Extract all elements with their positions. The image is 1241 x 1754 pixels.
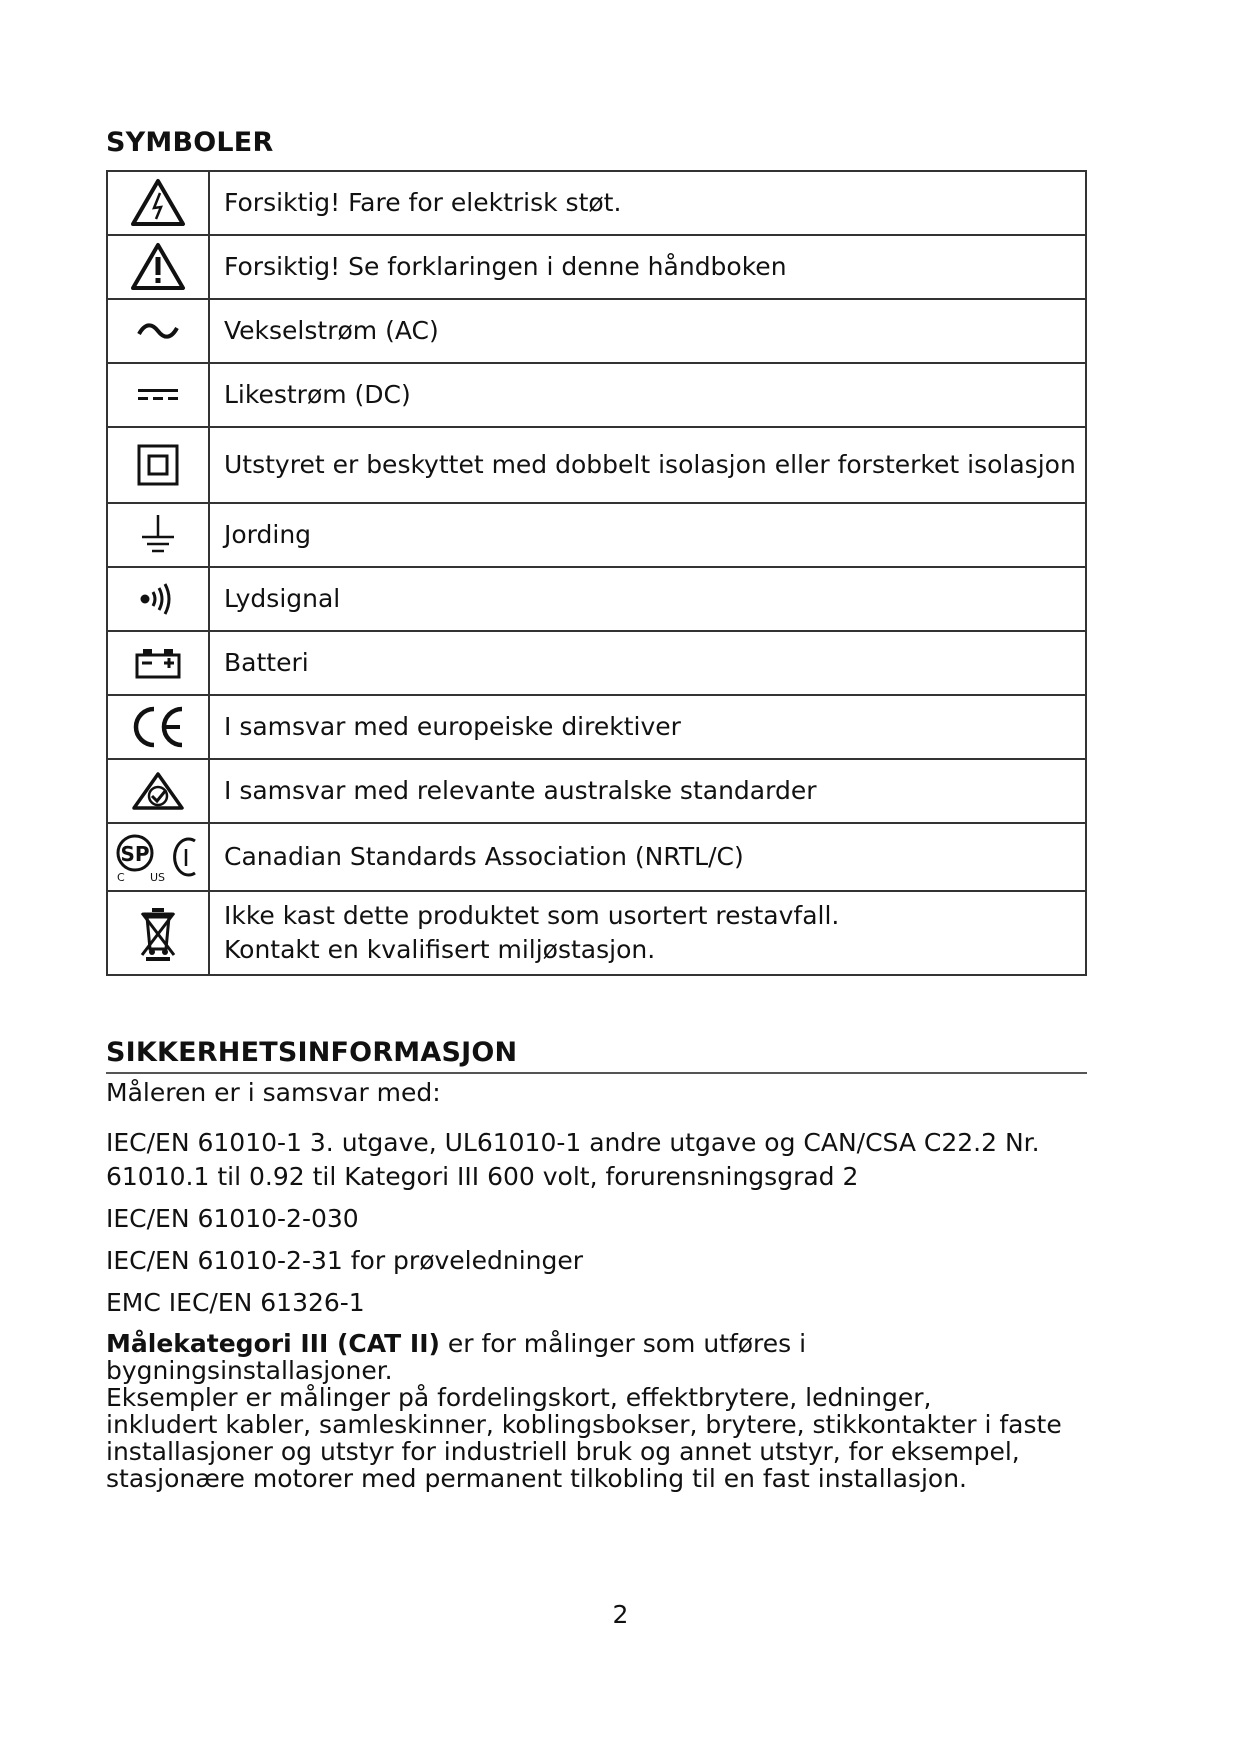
category-line: inkludert kabler, samleskinner, koblingsbokser, brytere, stikkontakter i faste bbox=[106, 1410, 1062, 1439]
weee-text-line-1: Ikke kast dette produktet som usortert restavfall. bbox=[224, 901, 840, 930]
symbol-description: Vekselstrøm (AC) bbox=[209, 299, 1086, 363]
double-insulation-icon bbox=[107, 427, 209, 503]
category-line: Eksempler er målinger på fordelingskort, effektbrytere, ledninger, bbox=[106, 1383, 932, 1412]
category-line-rest: er for målinger som utføres i bygningsinstallasjoner. bbox=[106, 1329, 807, 1385]
symbol-description: Forsiktig! Se forklaringen i denne håndboken bbox=[209, 235, 1086, 299]
caution-warning-icon bbox=[107, 235, 209, 299]
table-row bbox=[107, 567, 1086, 631]
table-row bbox=[107, 891, 1086, 975]
symbol-description: Lydsignal bbox=[209, 567, 1086, 631]
category-line: stasjonære motorer med permanent tilkobling til en fast installasjon. bbox=[106, 1464, 967, 1493]
category-bold-term: Målekategori III (CAT II) bbox=[106, 1329, 440, 1358]
table-row bbox=[107, 759, 1086, 823]
category-line bbox=[106, 1330, 1087, 1384]
table-row bbox=[107, 631, 1086, 695]
symbol-description: Forsiktig! Fare for elektrisk støt. bbox=[209, 171, 1086, 235]
standard-line: 61010.1 til 0.92 til Kategori III 600 volt, forurensningsgrad 2 bbox=[106, 1162, 859, 1191]
csa-c-label: C bbox=[117, 871, 125, 884]
category-paragraph bbox=[106, 1330, 1087, 1492]
standard-item: IEC/EN 61010-2-31 for prøveledninger bbox=[106, 1246, 584, 1275]
csa-letters: SP bbox=[120, 842, 150, 866]
weee-bin-icon bbox=[107, 891, 209, 975]
table-row bbox=[107, 299, 1086, 363]
table-row bbox=[107, 427, 1086, 503]
standard-item bbox=[106, 1126, 1087, 1194]
csa-mark-icon bbox=[107, 823, 209, 891]
symbol-description: I samsvar med relevante australske standarder bbox=[209, 759, 1086, 823]
symbols-table bbox=[106, 170, 1087, 976]
battery-icon bbox=[107, 631, 209, 695]
category-line: installasjoner og utstyr for industriell bruk og annet utstyr, for eksempel, bbox=[106, 1437, 1020, 1466]
standard-item: EMC IEC/EN 61326-1 bbox=[106, 1288, 365, 1317]
standard-item: IEC/EN 61010-2-030 bbox=[106, 1204, 359, 1233]
symbol-description: Jording bbox=[209, 503, 1086, 567]
symbol-description: I samsvar med europeiske direktiver bbox=[209, 695, 1086, 759]
ground-icon bbox=[107, 503, 209, 567]
table-row bbox=[107, 823, 1086, 891]
symbol-description: Canadian Standards Association (NRTL/C) bbox=[209, 823, 1086, 891]
rcm-mark-icon bbox=[107, 759, 209, 823]
safety-intro: Måleren er i samsvar med: bbox=[106, 1078, 441, 1107]
table-row bbox=[107, 363, 1086, 427]
dc-current-icon bbox=[107, 363, 209, 427]
audible-signal-icon bbox=[107, 567, 209, 631]
ac-current-icon bbox=[107, 299, 209, 363]
ce-mark-icon bbox=[107, 695, 209, 759]
safety-heading: SIKKERHETSINFORMASJON bbox=[106, 1037, 1087, 1074]
weee-text-line-2: Kontakt en kvalifisert miljøstasjon. bbox=[224, 935, 656, 964]
table-row bbox=[107, 235, 1086, 299]
table-row bbox=[107, 171, 1086, 235]
symbol-description: Utstyret er beskyttet med dobbelt isolasjon eller forsterket isolasjon bbox=[209, 427, 1086, 503]
page-number: 2 bbox=[612, 1600, 629, 1629]
standard-line: IEC/EN 61010-1 3. utgave, UL61010-1 andre utgave og CAN/CSA C22.2 Nr. bbox=[106, 1128, 1040, 1157]
electric-shock-warning-icon bbox=[107, 171, 209, 235]
symbols-heading: SYMBOLER bbox=[106, 127, 274, 158]
symbol-description bbox=[209, 891, 1086, 975]
csa-us-label: US bbox=[150, 871, 166, 884]
table-row bbox=[107, 695, 1086, 759]
symbol-description: Batteri bbox=[209, 631, 1086, 695]
symbol-description: Likestrøm (DC) bbox=[209, 363, 1086, 427]
table-row bbox=[107, 503, 1086, 567]
